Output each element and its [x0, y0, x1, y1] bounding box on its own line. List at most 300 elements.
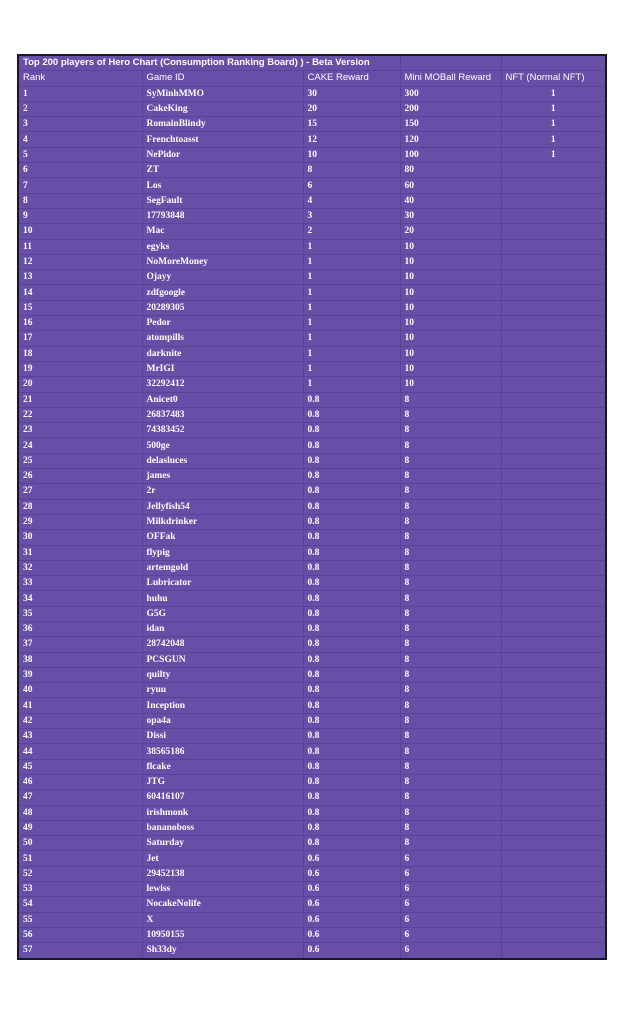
- cake-reward-cell: 0.8: [303, 637, 400, 652]
- rank-cell: 41: [18, 698, 142, 713]
- game-id-cell: 29452138: [142, 866, 303, 881]
- mini-moball-reward-cell: 10: [400, 300, 501, 315]
- nft-cell: [501, 224, 606, 239]
- rank-cell: 37: [18, 637, 142, 652]
- rank-cell: 46: [18, 774, 142, 789]
- table-row: [18, 101, 606, 116]
- nft-cell: 1: [501, 132, 606, 147]
- rank-cell: 27: [18, 484, 142, 499]
- game-id-cell: irishmonk: [142, 805, 303, 820]
- cake-reward-cell: 8: [303, 163, 400, 178]
- mini-moball-reward-cell: 6: [400, 943, 501, 959]
- rank-cell: 7: [18, 178, 142, 193]
- nft-cell: [501, 361, 606, 376]
- table-row: [18, 576, 606, 591]
- mini-moball-reward-cell: 8: [400, 499, 501, 514]
- cake-reward-cell: 0.8: [303, 576, 400, 591]
- mini-moball-reward-cell: 8: [400, 438, 501, 453]
- cake-reward-cell: 0.8: [303, 438, 400, 453]
- table-row: [18, 423, 606, 438]
- table-row: [18, 178, 606, 193]
- game-id-cell: Jet: [142, 851, 303, 866]
- cake-reward-cell: 1: [303, 346, 400, 361]
- mini-moball-reward-cell: 10: [400, 270, 501, 285]
- mini-moball-reward-cell: 6: [400, 927, 501, 942]
- game-id-cell: Saturday: [142, 836, 303, 851]
- table-row: [18, 790, 606, 805]
- cake-reward-cell: 2: [303, 224, 400, 239]
- cake-reward-cell: 0.8: [303, 744, 400, 759]
- game-id-cell: NocakeNolife: [142, 897, 303, 912]
- game-id-cell: flcake: [142, 759, 303, 774]
- table-row: [18, 86, 606, 101]
- nft-cell: [501, 453, 606, 468]
- game-id-cell: Mac: [142, 224, 303, 239]
- mini-moball-reward-cell: 10: [400, 316, 501, 331]
- cake-reward-cell: 0.6: [303, 927, 400, 942]
- cake-reward-cell: 0.8: [303, 423, 400, 438]
- table-row: [18, 469, 606, 484]
- cake-reward-cell: 0.8: [303, 652, 400, 667]
- mini-moball-reward-cell: 8: [400, 530, 501, 545]
- game-id-cell: MrIGI: [142, 361, 303, 376]
- cake-reward-cell: 0.8: [303, 606, 400, 621]
- nft-cell: [501, 637, 606, 652]
- table-row: [18, 270, 606, 285]
- nft-cell: 1: [501, 101, 606, 116]
- nft-cell: [501, 851, 606, 866]
- rank-cell: 34: [18, 591, 142, 606]
- mini-moball-reward-cell: 8: [400, 683, 501, 698]
- game-id-cell: delasluces: [142, 453, 303, 468]
- rank-cell: 56: [18, 927, 142, 942]
- rank-cell: 9: [18, 208, 142, 223]
- game-id-cell: huhu: [142, 591, 303, 606]
- cake-reward-cell: 0.8: [303, 560, 400, 575]
- game-id-cell: SyMinhMMO: [142, 86, 303, 101]
- game-id-cell: OFFak: [142, 530, 303, 545]
- title-filler-cell: [501, 55, 606, 71]
- rank-cell: 15: [18, 300, 142, 315]
- table-row: [18, 912, 606, 927]
- mini-moball-reward-cell: 200: [400, 101, 501, 116]
- mini-moball-reward-cell: 8: [400, 423, 501, 438]
- rank-cell: 52: [18, 866, 142, 881]
- cake-reward-cell: 0.8: [303, 499, 400, 514]
- table-row: [18, 759, 606, 774]
- nft-cell: [501, 576, 606, 591]
- nft-cell: [501, 178, 606, 193]
- cake-reward-cell: 20: [303, 101, 400, 116]
- game-id-cell: ZT: [142, 163, 303, 178]
- mini-moball-reward-cell: 8: [400, 637, 501, 652]
- table-row: [18, 392, 606, 407]
- rank-cell: 4: [18, 132, 142, 147]
- mini-moball-reward-cell: 30: [400, 208, 501, 223]
- rank-cell: 43: [18, 729, 142, 744]
- nft-cell: [501, 591, 606, 606]
- nft-cell: [501, 606, 606, 621]
- cake-reward-cell: 0.8: [303, 713, 400, 728]
- game-id-cell: artemgold: [142, 560, 303, 575]
- mini-moball-reward-cell: 8: [400, 820, 501, 835]
- rank-cell: 16: [18, 316, 142, 331]
- game-id-cell: 20289305: [142, 300, 303, 315]
- mini-moball-reward-cell: 6: [400, 912, 501, 927]
- table-row: [18, 698, 606, 713]
- cake-reward-cell: 0.6: [303, 851, 400, 866]
- table-row: [18, 300, 606, 315]
- mini-moball-reward-cell: 8: [400, 836, 501, 851]
- game-id-cell: james: [142, 469, 303, 484]
- game-id-cell: PCSGUN: [142, 652, 303, 667]
- game-id-cell: CakeKing: [142, 101, 303, 116]
- mini-moball-reward-cell: 8: [400, 576, 501, 591]
- table-row: [18, 514, 606, 529]
- game-id-cell: opa4a: [142, 713, 303, 728]
- cake-reward-cell: 3: [303, 208, 400, 223]
- mini-moball-reward-cell: 8: [400, 484, 501, 499]
- mini-moball-reward-cell: 8: [400, 790, 501, 805]
- rank-cell: 19: [18, 361, 142, 376]
- mini-moball-reward-cell: 10: [400, 285, 501, 300]
- nft-cell: [501, 713, 606, 728]
- rank-cell: 22: [18, 407, 142, 422]
- rank-cell: 26: [18, 469, 142, 484]
- rank-cell: 28: [18, 499, 142, 514]
- rank-cell: 50: [18, 836, 142, 851]
- table-row: [18, 621, 606, 636]
- cake-reward-cell: 0.8: [303, 621, 400, 636]
- mini-moball-reward-cell: 8: [400, 698, 501, 713]
- cake-reward-cell: 1: [303, 239, 400, 254]
- table-row: [18, 499, 606, 514]
- cake-reward-cell: 0.8: [303, 514, 400, 529]
- column-header-rank: Rank: [18, 71, 142, 86]
- game-id-cell: RomainBlindy: [142, 117, 303, 132]
- table-row: [18, 606, 606, 621]
- rank-cell: 8: [18, 193, 142, 208]
- cake-reward-cell: 0.8: [303, 836, 400, 851]
- mini-moball-reward-cell: 60: [400, 178, 501, 193]
- mini-moball-reward-cell: 40: [400, 193, 501, 208]
- game-id-cell: NePidor: [142, 147, 303, 162]
- mini-moball-reward-cell: 10: [400, 331, 501, 346]
- table-row: [18, 943, 606, 959]
- table-row: [18, 927, 606, 942]
- table-row: [18, 729, 606, 744]
- game-id-cell: 26837483: [142, 407, 303, 422]
- cake-reward-cell: 1: [303, 270, 400, 285]
- rank-cell: 14: [18, 285, 142, 300]
- nft-cell: [501, 729, 606, 744]
- nft-cell: [501, 744, 606, 759]
- cake-reward-cell: 1: [303, 316, 400, 331]
- rank-cell: 29: [18, 514, 142, 529]
- table-row: [18, 208, 606, 223]
- rank-cell: 32: [18, 560, 142, 575]
- mini-moball-reward-cell: 8: [400, 744, 501, 759]
- nft-cell: [501, 469, 606, 484]
- nft-cell: 1: [501, 117, 606, 132]
- nft-cell: [501, 912, 606, 927]
- nft-cell: [501, 545, 606, 560]
- nft-cell: [501, 392, 606, 407]
- nft-cell: [501, 560, 606, 575]
- game-id-cell: 500ge: [142, 438, 303, 453]
- nft-cell: 1: [501, 147, 606, 162]
- mini-moball-reward-cell: 8: [400, 514, 501, 529]
- rank-cell: 5: [18, 147, 142, 162]
- table-row: [18, 744, 606, 759]
- rank-cell: 23: [18, 423, 142, 438]
- nft-cell: [501, 652, 606, 667]
- nft-cell: [501, 208, 606, 223]
- nft-cell: [501, 759, 606, 774]
- rank-cell: 49: [18, 820, 142, 835]
- cake-reward-cell: 1: [303, 254, 400, 269]
- table-row: [18, 667, 606, 682]
- mini-moball-reward-cell: 6: [400, 851, 501, 866]
- nft-cell: [501, 254, 606, 269]
- cake-reward-cell: 0.8: [303, 667, 400, 682]
- cake-reward-cell: 1: [303, 377, 400, 392]
- mini-moball-reward-cell: 20: [400, 224, 501, 239]
- nft-cell: [501, 683, 606, 698]
- nft-cell: [501, 774, 606, 789]
- game-id-cell: Inception: [142, 698, 303, 713]
- table-row: [18, 224, 606, 239]
- game-id-cell: Ojayy: [142, 270, 303, 285]
- title-filler-cell: [400, 55, 501, 71]
- nft-cell: [501, 239, 606, 254]
- table-row: [18, 254, 606, 269]
- game-id-cell: 17793848: [142, 208, 303, 223]
- game-id-cell: Anicet0: [142, 392, 303, 407]
- table-row: [18, 591, 606, 606]
- game-id-cell: egyks: [142, 239, 303, 254]
- mini-moball-reward-cell: 8: [400, 805, 501, 820]
- rank-cell: 24: [18, 438, 142, 453]
- table-row: [18, 361, 606, 376]
- cake-reward-cell: 0.8: [303, 805, 400, 820]
- game-id-cell: idan: [142, 621, 303, 636]
- table-row: [18, 652, 606, 667]
- table-row: [18, 484, 606, 499]
- mini-moball-reward-cell: 10: [400, 346, 501, 361]
- cake-reward-cell: 0.8: [303, 545, 400, 560]
- table-row: [18, 193, 606, 208]
- mini-moball-reward-cell: 8: [400, 453, 501, 468]
- game-id-cell: 28742048: [142, 637, 303, 652]
- table-row: [18, 239, 606, 254]
- header-row: [18, 71, 606, 86]
- nft-cell: [501, 897, 606, 912]
- sheet-title: Top 200 players of Hero Chart (Consumption Ranking Board) ) - Beta Version: [18, 55, 400, 71]
- table-row: [18, 316, 606, 331]
- table-row: [18, 163, 606, 178]
- game-id-cell: Frenchtoasst: [142, 132, 303, 147]
- cake-reward-cell: 0.8: [303, 591, 400, 606]
- mini-moball-reward-cell: 8: [400, 392, 501, 407]
- game-id-cell: G5G: [142, 606, 303, 621]
- rank-cell: 18: [18, 346, 142, 361]
- table-row: [18, 851, 606, 866]
- table-row: [18, 882, 606, 897]
- table-row: [18, 132, 606, 147]
- cake-reward-cell: 0.8: [303, 729, 400, 744]
- mini-moball-reward-cell: 6: [400, 897, 501, 912]
- game-id-cell: 10950155: [142, 927, 303, 942]
- mini-moball-reward-cell: 8: [400, 591, 501, 606]
- rank-cell: 47: [18, 790, 142, 805]
- nft-cell: [501, 621, 606, 636]
- table-row: [18, 637, 606, 652]
- game-id-cell: Milkdrinker: [142, 514, 303, 529]
- cake-reward-cell: 15: [303, 117, 400, 132]
- nft-cell: [501, 331, 606, 346]
- cake-reward-cell: 0.6: [303, 912, 400, 927]
- rank-cell: 38: [18, 652, 142, 667]
- nft-cell: [501, 514, 606, 529]
- rank-cell: 6: [18, 163, 142, 178]
- table-row: [18, 713, 606, 728]
- mini-moball-reward-cell: 8: [400, 667, 501, 682]
- cake-reward-cell: 0.8: [303, 683, 400, 698]
- game-id-cell: X: [142, 912, 303, 927]
- table-row: [18, 147, 606, 162]
- nft-cell: [501, 790, 606, 805]
- nft-cell: 1: [501, 86, 606, 101]
- rank-cell: 44: [18, 744, 142, 759]
- rank-cell: 53: [18, 882, 142, 897]
- mini-moball-reward-cell: 8: [400, 729, 501, 744]
- table-row: [18, 774, 606, 789]
- nft-cell: [501, 866, 606, 881]
- table-row: [18, 346, 606, 361]
- game-id-cell: JTG: [142, 774, 303, 789]
- rank-cell: 12: [18, 254, 142, 269]
- table-row: [18, 438, 606, 453]
- cake-reward-cell: 0.6: [303, 866, 400, 881]
- mini-moball-reward-cell: 80: [400, 163, 501, 178]
- rank-cell: 10: [18, 224, 142, 239]
- nft-cell: [501, 927, 606, 942]
- nft-cell: [501, 407, 606, 422]
- mini-moball-reward-cell: 8: [400, 545, 501, 560]
- game-id-cell: atompills: [142, 331, 303, 346]
- cake-reward-cell: 12: [303, 132, 400, 147]
- cake-reward-cell: 30: [303, 86, 400, 101]
- rank-cell: 21: [18, 392, 142, 407]
- mini-moball-reward-cell: 8: [400, 759, 501, 774]
- nft-cell: [501, 882, 606, 897]
- rank-cell: 51: [18, 851, 142, 866]
- mini-moball-reward-cell: 10: [400, 239, 501, 254]
- rank-cell: 45: [18, 759, 142, 774]
- cake-reward-cell: 0.6: [303, 897, 400, 912]
- nft-cell: [501, 300, 606, 315]
- nft-cell: [501, 193, 606, 208]
- cake-reward-cell: 0.8: [303, 790, 400, 805]
- rank-cell: 35: [18, 606, 142, 621]
- nft-cell: [501, 667, 606, 682]
- rank-cell: 55: [18, 912, 142, 927]
- cake-reward-cell: 1: [303, 300, 400, 315]
- cake-reward-cell: 0.8: [303, 530, 400, 545]
- game-id-cell: zdfgoogle: [142, 285, 303, 300]
- rank-cell: 13: [18, 270, 142, 285]
- mini-moball-reward-cell: 8: [400, 621, 501, 636]
- rank-cell: 36: [18, 621, 142, 636]
- column-header-cake-reward: CAKE Reward: [303, 71, 400, 86]
- column-header-game-id: Game ID: [142, 71, 303, 86]
- cake-reward-cell: 0.8: [303, 759, 400, 774]
- nft-cell: [501, 423, 606, 438]
- cake-reward-cell: 0.8: [303, 820, 400, 835]
- column-header-nft: NFT (Normal NFT): [501, 71, 606, 86]
- nft-cell: [501, 820, 606, 835]
- rank-cell: 40: [18, 683, 142, 698]
- table-row: [18, 530, 606, 545]
- table-row: [18, 453, 606, 468]
- mini-moball-reward-cell: 10: [400, 377, 501, 392]
- cake-reward-cell: 0.8: [303, 407, 400, 422]
- rank-cell: 11: [18, 239, 142, 254]
- column-header-mini-moball-reward: Mini MOBall Reward: [400, 71, 501, 86]
- rank-cell: 39: [18, 667, 142, 682]
- mini-moball-reward-cell: 10: [400, 254, 501, 269]
- game-id-cell: 38565186: [142, 744, 303, 759]
- cake-reward-cell: 0.8: [303, 698, 400, 713]
- game-id-cell: Lubricator: [142, 576, 303, 591]
- table-row: [18, 805, 606, 820]
- table-row: [18, 836, 606, 851]
- table-row: [18, 377, 606, 392]
- table-row: [18, 545, 606, 560]
- nft-cell: [501, 270, 606, 285]
- table-row: [18, 560, 606, 575]
- nft-cell: [501, 805, 606, 820]
- mini-moball-reward-cell: 8: [400, 560, 501, 575]
- game-id-cell: Sh33dy: [142, 943, 303, 959]
- game-id-cell: Los: [142, 178, 303, 193]
- table-row: [18, 866, 606, 881]
- rank-cell: 54: [18, 897, 142, 912]
- mini-moball-reward-cell: 100: [400, 147, 501, 162]
- rank-cell: 57: [18, 943, 142, 959]
- rank-cell: 2: [18, 101, 142, 116]
- cake-reward-cell: 1: [303, 331, 400, 346]
- table-row: [18, 683, 606, 698]
- nft-cell: [501, 698, 606, 713]
- cake-reward-cell: 0.6: [303, 943, 400, 959]
- game-id-cell: 60416107: [142, 790, 303, 805]
- game-id-cell: ryuu: [142, 683, 303, 698]
- mini-moball-reward-cell: 300: [400, 86, 501, 101]
- game-id-cell: 74383452: [142, 423, 303, 438]
- game-id-cell: flypig: [142, 545, 303, 560]
- table-row: [18, 897, 606, 912]
- rank-cell: 31: [18, 545, 142, 560]
- nft-cell: [501, 943, 606, 959]
- game-id-cell: NoMoreMoney: [142, 254, 303, 269]
- game-id-cell: 32292412: [142, 377, 303, 392]
- rank-cell: 30: [18, 530, 142, 545]
- nft-cell: [501, 346, 606, 361]
- cake-reward-cell: 0.8: [303, 469, 400, 484]
- mini-moball-reward-cell: 8: [400, 774, 501, 789]
